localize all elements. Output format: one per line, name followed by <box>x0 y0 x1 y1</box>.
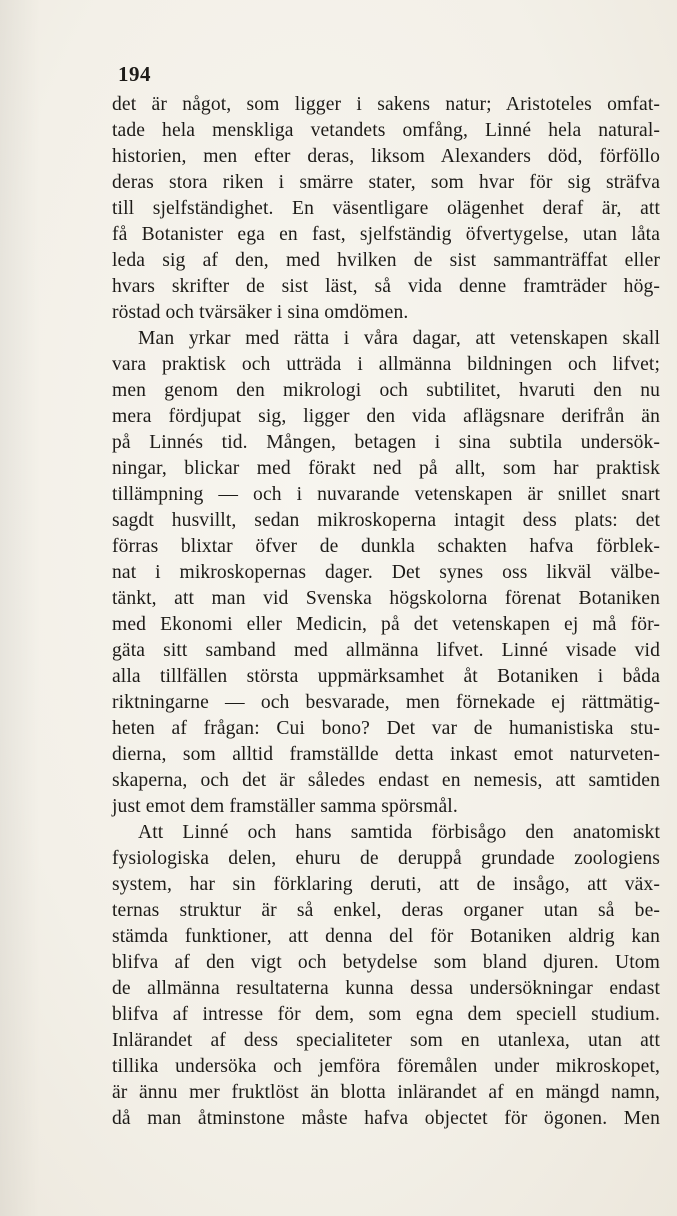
text-line: sagdt husvillt, sedan mikroskoperna intagit dess plats: det <box>112 510 660 531</box>
text-line: historien, men efter deras, liksom Alexanders död, förföllo <box>112 146 660 167</box>
text-line: nat i mikroskopernas dager. Det synes oss likväl välbe- <box>112 562 660 583</box>
text-line: Man yrkar med rätta i våra dagar, att vetenskapen skall <box>138 328 660 349</box>
text-line: få Botanister ega en fast, sjelfständig öfvertygelse, utan låta <box>112 224 660 245</box>
text-line: mera fördjupat sig, ligger den vida aflägsnare derifrån än <box>112 406 660 427</box>
text-line: alla tillfällen största uppmärksamhet åt Botaniken i båda <box>112 666 660 687</box>
body-text <box>112 92 660 1132</box>
page-number: 194 <box>118 62 151 86</box>
text-line: deras stora riken i smärre stater, som hvar för sig sträfva <box>112 172 660 193</box>
text-line: Inlärandet af dess specialiteter som en utanlexa, utan att <box>112 1030 660 1051</box>
text-line: då man åtminstone måste hafva objectet för ögonen. Men <box>112 1108 660 1129</box>
spine-shadow <box>0 0 40 1216</box>
text-line: stämda funktioner, att denna del för Botaniken aldrig kan <box>112 926 660 947</box>
text-line: tade hela menskliga vetandets omfång, Linné hela natural- <box>112 120 660 141</box>
text-line: med Ekonomi eller Medicin, på det vetenskapen ej må för- <box>112 614 660 635</box>
text-line: röstad och tvärsäker i sina omdömen. <box>112 302 409 323</box>
text-line: men genom den mikrologi och subtilitet, hvaruti den nu <box>112 380 660 401</box>
text-line: gäta sitt samband med allmänna lifvet. Linné visade vid <box>112 640 660 661</box>
text-line: till sjelfständighet. En väsentligare olägenhet deraf är, att <box>112 198 660 219</box>
text-line: ningar, blickar med förakt ned på allt, som har praktisk <box>112 458 660 479</box>
text-line: heten af frågan: Cui bono? Det var de humanistiska stu- <box>112 718 660 739</box>
text-line: blifva af den vigt och betydelse som bland djuren. Utom <box>112 952 660 973</box>
text-line: på Linnés tid. Mången, betagen i sina subtila undersök- <box>112 432 660 453</box>
text-line: leda sig af den, med hvilken de sist sammanträffat eller <box>112 250 660 271</box>
text-line: dierna, som alltid framställde detta inkast emot naturveten- <box>112 744 660 765</box>
text-line: de allmänna resultaterna kunna dessa undersökningar endast <box>112 978 660 999</box>
text-line: ternas struktur är så enkel, deras organer utan så be- <box>112 900 660 921</box>
text-line: tillika undersöka och jemföra föremålen under mikroskopet, <box>112 1056 660 1077</box>
text-line: det är något, som ligger i sakens natur; Aristoteles omfat- <box>112 94 660 115</box>
text-line: riktningarne — och besvarade, men förnekade ej rättmätig- <box>112 692 660 713</box>
text-line: tillämpning — och i nuvarande vetenskapen är snillet snart <box>112 484 660 505</box>
text-line: fysiologiska delen, ehuru de deruppå grundade zoologiens <box>112 848 660 869</box>
text-line: är ännu mer fruktlöst än blotta inlärandet af en mängd namn, <box>112 1082 660 1103</box>
text-line: blifva af intresse för dem, som egna dem speciell studium. <box>112 1004 660 1025</box>
text-line: förras blixtar öfver de dunkla schakten hafva förblek- <box>112 536 660 557</box>
text-line: Att Linné och hans samtida förbisågo den anatomiskt <box>138 822 660 843</box>
text-line: tänkt, att man vid Svenska högskolorna förenat Botaniken <box>112 588 660 609</box>
text-line: just emot dem framställer samma spörsmål. <box>112 796 458 817</box>
text-line: vara praktisk och utträda i allmänna bildningen och lifvet; <box>112 354 660 375</box>
text-line: hvars skrifter de sist läst, så vida denne framträder hög- <box>112 276 660 297</box>
text-line: skaperna, och det är således endast en nemesis, att samtiden <box>112 770 660 791</box>
text-line: system, har sin förklaring deruti, att de insågo, att väx- <box>112 874 660 895</box>
